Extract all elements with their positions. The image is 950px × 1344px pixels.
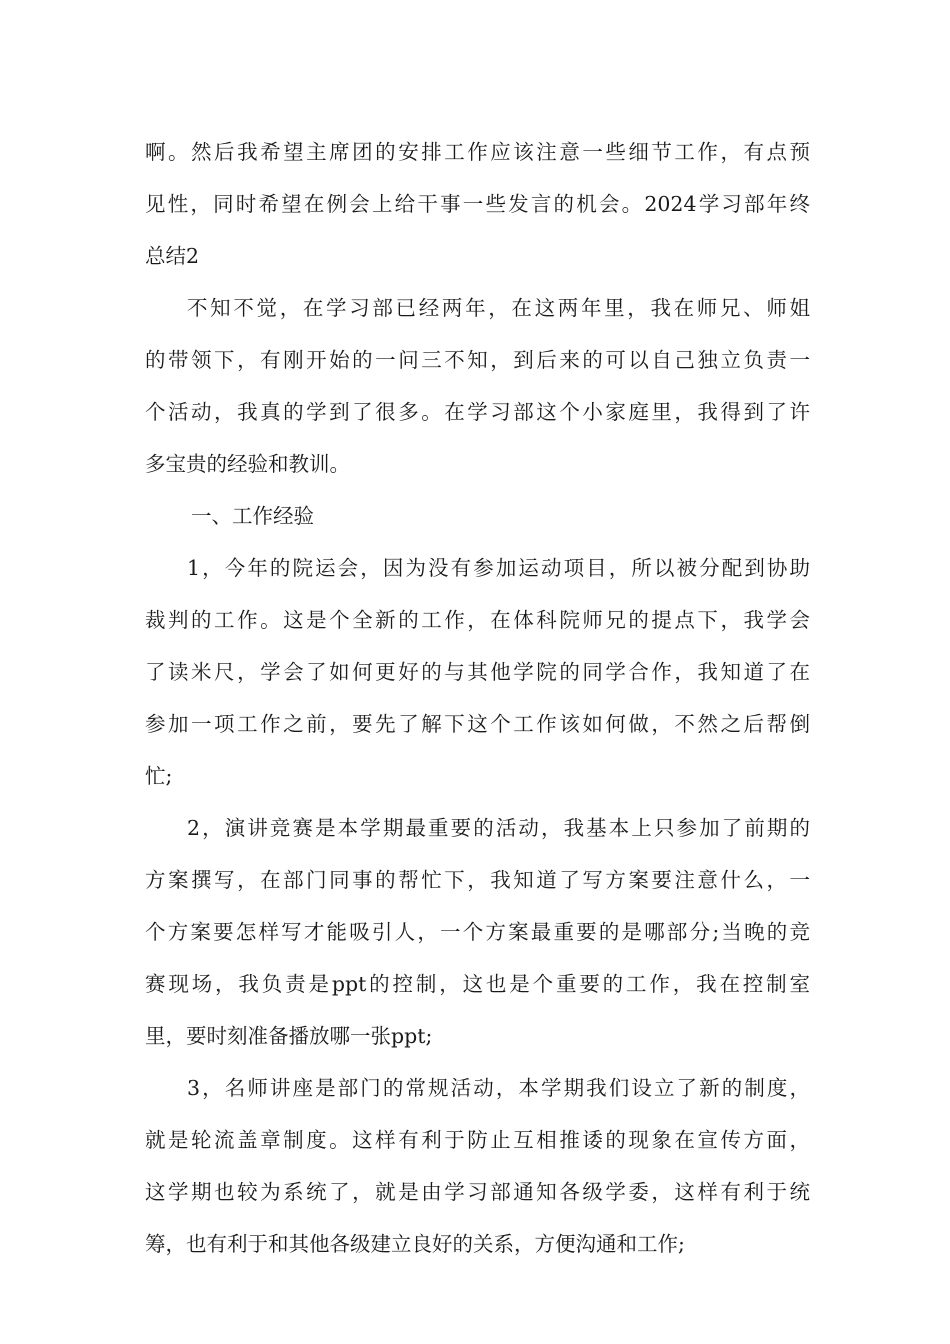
text-line: 赛现场，我负责是ppt的控制，这也是个重要的工作，我在控制室 — [145, 972, 810, 996]
text-line: 就是轮流盖章制度。这样有利于防止互相推诿的现象在宣传方面， — [145, 1128, 810, 1152]
text-line: 3，名师讲座是部门的常规活动，本学期我们设立了新的制度， — [187, 1076, 810, 1100]
document-body — [145, 126, 810, 1270]
paragraph — [145, 126, 810, 282]
text-line: 啊。然后我希望主席团的安排工作应该注意一些细节工作，有点预 — [145, 140, 810, 164]
section-heading — [145, 490, 810, 542]
paragraph — [145, 282, 810, 490]
text-line: 的带领下，有刚开始的一问三不知，到后来的可以自己独立负责一 — [145, 348, 810, 372]
text-line: 参加一项工作之前，要先了解下这个工作该如何做，不然之后帮倒 — [145, 712, 810, 736]
text-line: 见性，同时希望在例会上给干事一些发言的机会。2024学习部年终 — [145, 192, 810, 216]
paragraph — [145, 1062, 810, 1270]
text-line: 方案撰写，在部门同事的帮忙下，我知道了写方案要注意什么，一 — [145, 868, 810, 892]
text-line: 1，今年的院运会，因为没有参加运动项目，所以被分配到协助 — [187, 556, 810, 580]
text-line: 个方案要怎样写才能吸引人，一个方案最重要的是哪部分;当晚的竞 — [145, 920, 810, 944]
text-line: 忙; — [145, 764, 173, 788]
text-line: 里，要时刻准备播放哪一张ppt; — [145, 1024, 433, 1048]
paragraph — [145, 542, 810, 802]
text-line: 不知不觉，在学习部已经两年，在这两年里，我在师兄、师姐 — [187, 296, 810, 320]
text-line: 多宝贵的经验和教训。 — [145, 452, 350, 476]
text-line: 这学期也较为系统了，就是由学习部通知各级学委，这样有利于统 — [145, 1180, 810, 1204]
text-line: 个活动，我真的学到了很多。在学习部这个小家庭里，我得到了许 — [145, 400, 810, 424]
text-line: 了读米尺，学会了如何更好的与其他学院的同学合作，我知道了在 — [145, 660, 810, 684]
text-line: 2，演讲竞赛是本学期最重要的活动，我基本上只参加了前期的 — [187, 816, 810, 840]
text-line: 裁判的工作。这是个全新的工作，在体科院师兄的提点下，我学会 — [145, 608, 810, 632]
text-line: 筹，也有利于和其他各级建立良好的关系，方便沟通和工作; — [145, 1232, 685, 1256]
paragraph — [145, 802, 810, 1062]
text-line: 总结2 — [145, 244, 200, 268]
text-line: 一、工作经验 — [191, 504, 314, 528]
